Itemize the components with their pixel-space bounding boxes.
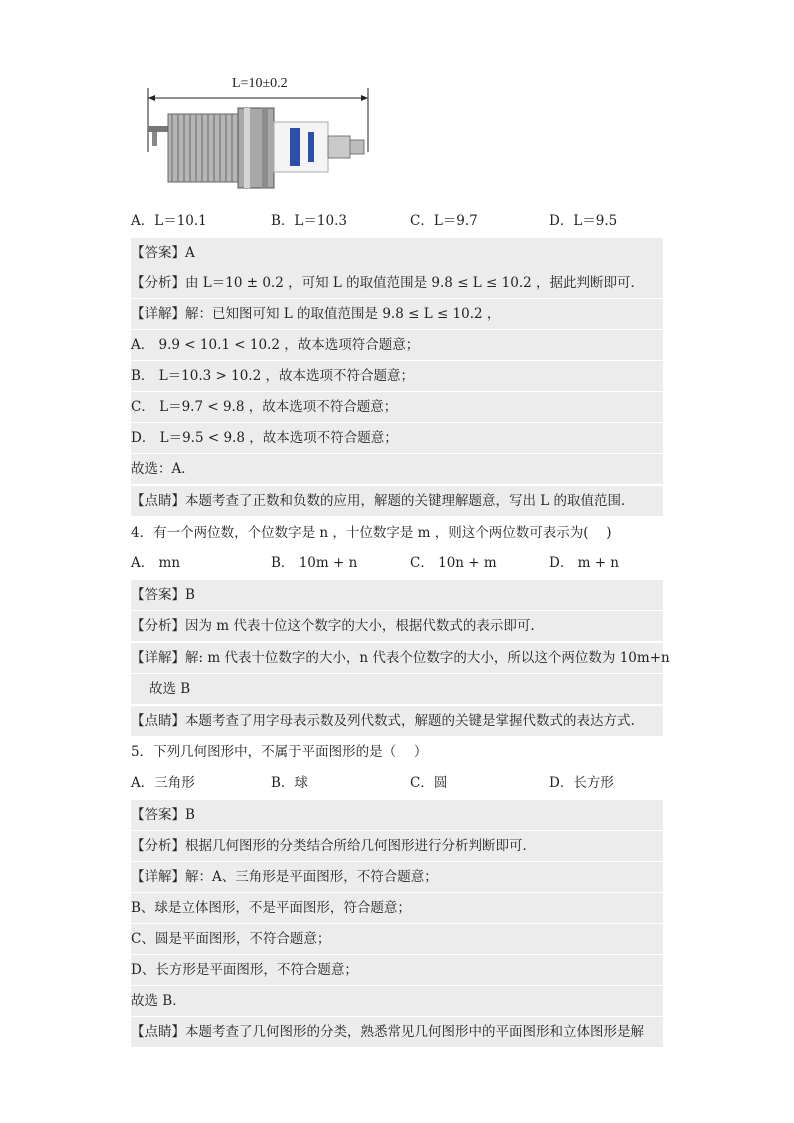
q3-option-a: A．L＝10.1 bbox=[131, 213, 207, 229]
q4-option-b: B． 10m + n bbox=[271, 555, 358, 571]
q5-detail: 【详解】解：A、三角形是平面图形，不符合题意； bbox=[131, 862, 663, 892]
q3-detail-b: B． L＝10.3 > 10.2 ，故本选项不符合题意； bbox=[131, 361, 663, 391]
q3-analysis: 【分析】由 L＝10 ± 0.2 ，可知 L 的取值范围是 9.8 ≤ L ≤ 10.2 ，据此判断即可． bbox=[131, 268, 663, 298]
q4-detail: 【详解】解: m 代表十位数字的大小，n 代表个位数字的大小，所以这个两位数为 10m+n bbox=[131, 643, 663, 673]
q3-options bbox=[131, 206, 663, 236]
q5-answer: 【答案】B bbox=[131, 800, 663, 830]
q3-detail-d: D． L＝9.5 < 9.8 ，故本选项不符合题意； bbox=[131, 423, 663, 453]
q5-option-d: D．长方形 bbox=[549, 775, 614, 791]
q4-answer: 【答案】B bbox=[131, 580, 663, 610]
q4-choose: 故选 B bbox=[131, 674, 663, 704]
q4-question: 4．有一个两位数，个位数字是 n ，十位数字是 m ，则这个两位数可表示为( ) bbox=[131, 525, 612, 541]
q4-option-c: C． 10n + m bbox=[410, 555, 497, 571]
q5-detail-c: C、圆是平面图形，不符合题意； bbox=[131, 924, 663, 954]
q4-comment: 【点睛】本题考查了用字母表示数及列代数式，解题的关键是掌握代数式的表达方式. bbox=[131, 706, 663, 736]
q3-detail-a: A． 9.9 < 10.1 < 10.2 ，故本选项符合题意； bbox=[131, 330, 663, 360]
q4-option-a: A． mn bbox=[131, 555, 181, 571]
q4-analysis: 【分析】因为 m 代表十位这个数字的大小，根据代数式的表示即可. bbox=[131, 611, 663, 641]
q3-option-c: C．L＝9.7 bbox=[410, 213, 478, 229]
q3-comment: 【点睛】本题考查了正数和负数的应用，解题的关键理解题意，写出 L 的取值范围． bbox=[131, 486, 663, 516]
q3-answer: 【答案】A bbox=[131, 238, 663, 268]
spark-plug-figure bbox=[140, 72, 380, 202]
q5-comment: 【点睛】本题考查了几何图形的分类，熟悉常见几何图形中的平面图形和立体图形是解 bbox=[131, 1017, 663, 1047]
q5-option-b: B．球 bbox=[271, 775, 308, 791]
q5-analysis: 【分析】根据几何图形的分类结合所给几何图形进行分析判断即可． bbox=[131, 831, 663, 861]
q3-option-d: D．L＝9.5 bbox=[549, 213, 618, 229]
q5-option-c: C．圆 bbox=[410, 775, 448, 791]
dimension-label: L=10±0.2 bbox=[232, 76, 288, 91]
q5-option-a: A．三角形 bbox=[131, 775, 195, 791]
q5-question: 5．下列几何图形中，不属于平面图形的是（ ） bbox=[131, 744, 428, 760]
q4-options bbox=[131, 548, 663, 578]
q5-detail-b: B、球是立体图形，不是平面图形，符合题意； bbox=[131, 893, 663, 923]
q5-choose: 故选 B． bbox=[131, 986, 663, 1016]
q3-choose: 故选：A． bbox=[131, 454, 663, 484]
q3-detail: 【详解】解：已知图可知 L 的取值范围是 9.8 ≤ L ≤ 10.2 ， bbox=[131, 299, 663, 329]
q3-detail-c: C． L＝9.7 < 9.8 ，故本选项不符合题意； bbox=[131, 392, 663, 422]
q3-option-b: B．L＝10.3 bbox=[271, 213, 347, 229]
q5-detail-d: D、长方形是平面图形，不符合题意； bbox=[131, 955, 663, 985]
q4-option-d: D． m + n bbox=[549, 555, 620, 571]
q5-options bbox=[131, 768, 663, 798]
